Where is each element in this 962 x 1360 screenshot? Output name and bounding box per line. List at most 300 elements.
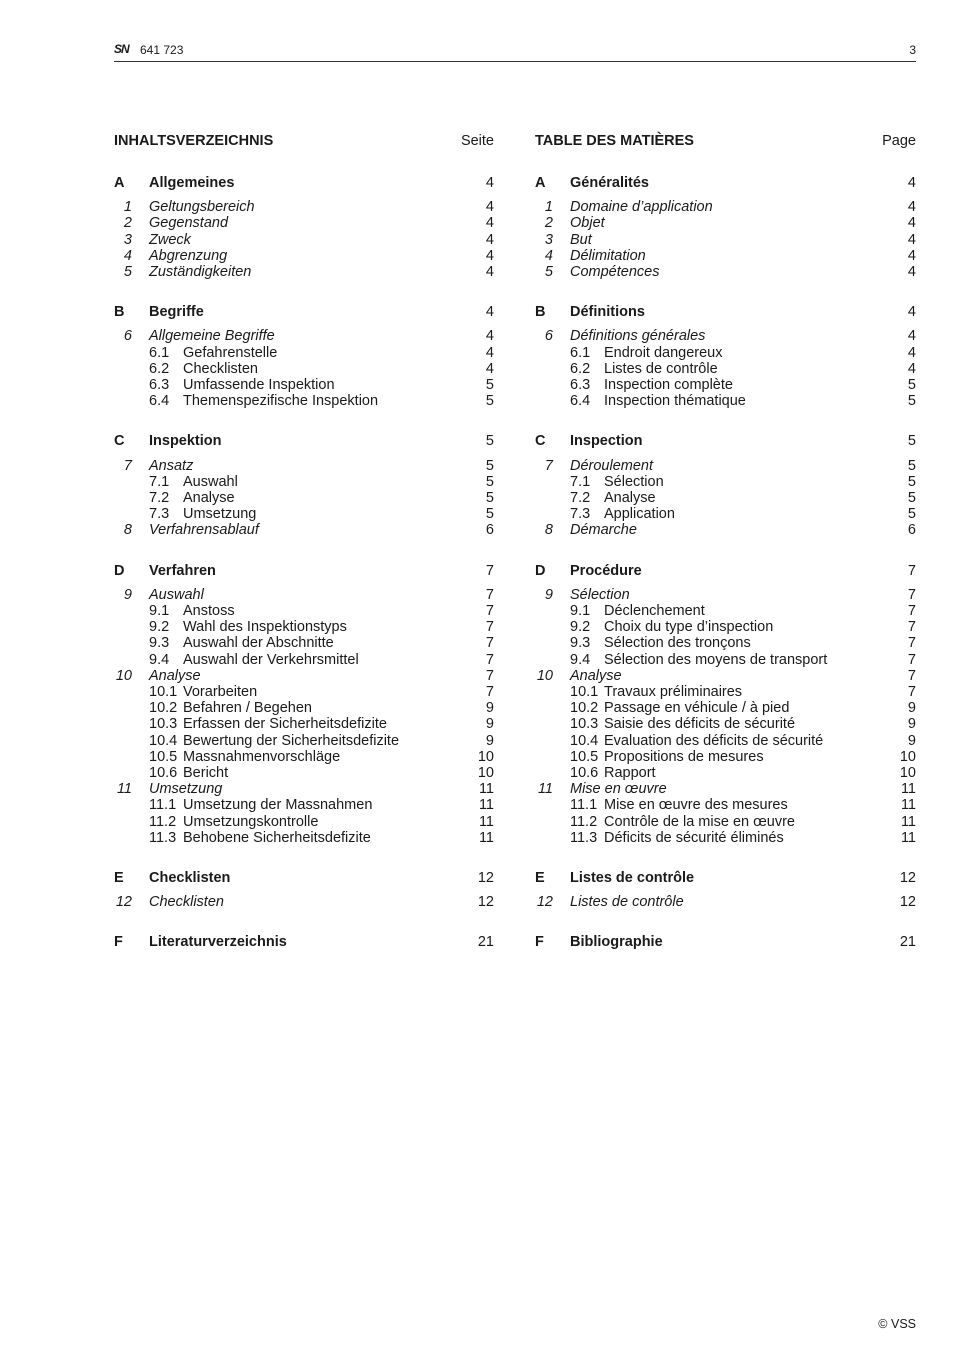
item-title: Délimitation [570, 247, 646, 264]
section-page: 21 [477, 934, 494, 951]
subitem-number: 7.1 [149, 473, 170, 490]
item-page: 12 [899, 894, 916, 911]
subitem-title: Bewertung der Sicherheitsdefizite [183, 732, 400, 749]
item-title: Compétences [570, 264, 660, 280]
toc-item-row [535, 232, 916, 248]
item-number: 9 [123, 586, 132, 603]
toc-item-row [535, 328, 916, 344]
item-number: 12 [115, 894, 132, 911]
subitem-page: 4 [485, 344, 494, 361]
toc-section-row [114, 870, 494, 886]
toc-section-row [114, 433, 494, 449]
item-page: 7 [907, 667, 916, 684]
subitem-title: Umsetzungskontrolle [183, 813, 319, 830]
item-title: Définitions générales [570, 328, 706, 345]
toc-subitem-row [114, 377, 494, 393]
section-letter: A [535, 175, 546, 191]
item-number: 1 [123, 199, 132, 216]
subitem-page: 9 [907, 716, 916, 733]
section-title: Définitions [570, 304, 645, 321]
item-page: 11 [478, 781, 494, 798]
subitem-title: Vorarbeiten [183, 684, 258, 700]
item-title: Allgemeine Begriffe [149, 328, 275, 345]
toc-section-row [535, 304, 916, 320]
toc-subitem-row [114, 635, 494, 651]
item-page: 4 [485, 247, 494, 264]
section-title: Inspektion [149, 433, 222, 450]
toc-title: INHALTSVERZEICHNIS [114, 133, 274, 149]
subitem-title: Themenspezifische Inspektion [183, 393, 379, 410]
toc-item-row [535, 215, 916, 231]
subitem-number: 9.4 [570, 651, 591, 668]
subitem-title: Rapport [604, 765, 656, 781]
item-page: 7 [485, 586, 494, 603]
subitem-page: 7 [907, 684, 916, 700]
subitem-page: 5 [907, 377, 916, 393]
section-page: 21 [899, 934, 916, 951]
subitem-title: Evaluation des déficits de sécurité [604, 732, 824, 749]
toc-subitem-row [114, 506, 494, 522]
subitem-page: 4 [907, 360, 916, 377]
subitem-title: Inspection thématique [604, 393, 746, 410]
subitem-title: Umsetzung [183, 506, 257, 523]
subitem-number: 10.3 [149, 716, 178, 733]
toc-section-row [114, 563, 494, 579]
subitem-page: 4 [907, 344, 916, 361]
toc-item-row [114, 215, 494, 231]
section-title: Procédure [570, 562, 642, 579]
section-title: Literaturverzeichnis [149, 934, 287, 951]
subitem-page: 10 [477, 748, 494, 765]
item-number: 7 [544, 457, 553, 474]
toc-item-row [535, 894, 916, 910]
item-number: 12 [536, 894, 553, 911]
item-title: Démarche [570, 522, 637, 539]
subitem-number: 9.3 [570, 635, 591, 652]
subitem-number: 7.2 [149, 490, 170, 506]
subitem-title: Inspection complète [604, 377, 733, 393]
subitem-page: 7 [485, 651, 494, 668]
item-title: Verfahrensablauf [149, 522, 259, 539]
section-page: 5 [907, 433, 916, 450]
subitem-page: 4 [485, 360, 494, 377]
subitem-title: Gefahrenstelle [183, 344, 278, 361]
subitem-page: 7 [485, 619, 494, 636]
item-title: But [570, 231, 592, 248]
toc-title: TABLE DES MATIÈRES [535, 133, 694, 149]
item-page: 4 [485, 264, 494, 280]
subitem-page: 10 [477, 765, 494, 781]
item-page: 4 [907, 247, 916, 264]
item-number: 6 [123, 328, 132, 345]
section-letter: E [535, 870, 545, 886]
subitem-number: 10.1 [149, 684, 178, 700]
subitem-title: Déficits de sécurité éliminés [604, 829, 784, 846]
subitem-number: 6.2 [149, 360, 170, 377]
toc-item-row [535, 668, 916, 684]
subitem-number: 6.1 [570, 344, 591, 361]
toc-subitem-row [535, 345, 916, 361]
item-page: 5 [485, 457, 494, 474]
item-number: 4 [544, 247, 553, 264]
subitem-page: 5 [485, 506, 494, 523]
item-title: Mise en œuvre [570, 781, 667, 798]
item-page: 4 [907, 215, 916, 232]
subitem-page: 5 [485, 377, 494, 393]
subitem-title: Déclenchement [604, 603, 705, 619]
subitem-page: 5 [485, 473, 494, 490]
section-page: 12 [477, 870, 494, 886]
subitem-page: 11 [900, 813, 916, 830]
toc-item-row [114, 522, 494, 538]
item-number: 1 [544, 199, 553, 216]
subitem-title: Erfassen der Sicherheitsdefizite [183, 716, 387, 733]
section-page: 4 [907, 175, 916, 191]
toc-item-row [535, 522, 916, 538]
subitem-number: 6.4 [570, 393, 591, 410]
item-title: Abgrenzung [149, 247, 228, 264]
toc-section-row [535, 870, 916, 886]
section-page: 4 [485, 175, 494, 191]
toc-subitem-row [535, 377, 916, 393]
subitem-title: Checklisten [183, 360, 258, 377]
toc-item-row [114, 458, 494, 474]
subitem-title: Befahren / Begehen [183, 700, 312, 717]
toc-subitem-row [114, 716, 494, 732]
section-page: 12 [899, 870, 916, 886]
subitem-page: 5 [907, 473, 916, 490]
toc-item-row [114, 668, 494, 684]
subitem-number: 11.3 [149, 829, 177, 846]
subitem-title: Propositions de mesures [604, 748, 764, 765]
subitem-page: 9 [907, 700, 916, 717]
subitem-title: Auswahl der Abschnitte [183, 635, 334, 652]
toc-subitem-row [535, 506, 916, 522]
toc-item-row [114, 587, 494, 603]
toc-subitem-row [114, 684, 494, 700]
section-letter: C [535, 433, 546, 450]
subitem-number: 6.1 [149, 344, 170, 361]
item-number: 11 [537, 781, 553, 798]
item-page: 5 [907, 457, 916, 474]
toc-subitem-row [535, 603, 916, 619]
item-title: Umsetzung [149, 781, 223, 798]
toc-section-row [535, 563, 916, 579]
subitem-number: 9.1 [149, 603, 170, 619]
toc-subitem-row [535, 490, 916, 506]
toc-subitem-row [535, 830, 916, 846]
subitem-title: Massnahmenvorschläge [183, 748, 341, 765]
subitem-number: 7.2 [570, 490, 591, 506]
toc-subitem-row [114, 797, 494, 813]
item-title: Analyse [149, 667, 201, 684]
subitem-number: 10.4 [570, 732, 599, 749]
item-title: Sélection [570, 586, 630, 603]
toc-item-row [535, 587, 916, 603]
section-letter: A [114, 175, 125, 191]
item-number: 4 [123, 247, 132, 264]
section-title: Allgemeines [149, 175, 235, 191]
toc-item-row [114, 328, 494, 344]
toc-subitem-row [114, 474, 494, 490]
section-page: 7 [485, 562, 494, 579]
item-number: 5 [123, 264, 132, 280]
toc-subitem-row [114, 490, 494, 506]
subitem-title: Application [604, 506, 675, 523]
item-title: Domaine d’application [570, 199, 713, 216]
toc-section-row [114, 175, 494, 191]
section-title: Généralités [570, 175, 649, 191]
subitem-number: 11.1 [570, 797, 598, 814]
subitem-page: 10 [899, 765, 916, 781]
subitem-page: 5 [907, 490, 916, 506]
toc-item-row [535, 781, 916, 797]
subitem-title: Travaux préliminaires [604, 684, 743, 700]
subitem-title: Umfassende Inspektion [183, 377, 335, 393]
item-page: 4 [485, 231, 494, 248]
section-page: 4 [485, 304, 494, 321]
section-page: 5 [485, 433, 494, 450]
toc-section-row [114, 304, 494, 320]
item-number: 10 [536, 667, 553, 684]
subitem-number: 10.3 [570, 716, 599, 733]
toc-subitem-row [114, 393, 494, 409]
toc-subitem-row [535, 393, 916, 409]
subitem-number: 9.4 [149, 651, 170, 668]
item-page: 4 [907, 264, 916, 280]
subitem-title: Anstoss [183, 603, 235, 619]
subitem-title: Saisie des déficits de sécurité [604, 716, 796, 733]
subitem-title: Endroit dangereux [604, 344, 723, 361]
subitem-page: 11 [478, 813, 494, 830]
toc-subitem-row [114, 345, 494, 361]
subitem-page: 7 [485, 684, 494, 700]
subitem-title: Behobene Sicherheitsdefizite [183, 829, 371, 846]
subitem-title: Sélection [604, 473, 664, 490]
copyright-footer: © VSS [878, 1317, 916, 1331]
toc-subitem-row [535, 716, 916, 732]
item-page: 7 [485, 667, 494, 684]
item-title: Zweck [149, 231, 191, 248]
toc-subitem-row [114, 765, 494, 781]
item-page: 4 [907, 199, 916, 216]
item-title: Déroulement [570, 457, 654, 474]
subitem-number: 10.5 [570, 748, 599, 765]
subitem-page: 11 [900, 797, 916, 814]
item-page: 6 [485, 522, 494, 539]
toc-item-row [535, 199, 916, 215]
toc-subitem-row [114, 814, 494, 830]
subitem-title: Sélection des tronçons [604, 635, 751, 652]
section-title: Verfahren [149, 562, 216, 579]
subitem-title: Mise en œuvre des mesures [604, 797, 788, 814]
item-title: Analyse [570, 667, 622, 684]
item-number: 3 [123, 231, 132, 248]
item-number: 3 [544, 231, 553, 248]
toc-subitem-row [535, 652, 916, 668]
subitem-number: 7.1 [570, 473, 591, 490]
subitem-page: 7 [485, 603, 494, 619]
section-letter: F [114, 934, 123, 951]
subitem-title: Sélection des moyens de transport [604, 651, 828, 668]
subitem-number: 11.2 [570, 813, 598, 830]
subitem-page: 7 [907, 619, 916, 636]
toc-subitem-row [535, 474, 916, 490]
subitem-page: 11 [478, 829, 494, 846]
toc-section-row [535, 934, 916, 950]
toc-column-french [535, 0, 916, 1360]
toc-subitem-row [535, 765, 916, 781]
toc-item-row [114, 781, 494, 797]
section-title: Bibliographie [570, 934, 663, 951]
item-title: Objet [570, 215, 605, 232]
toc-section-row [535, 175, 916, 191]
toc-subitem-row [535, 733, 916, 749]
item-page: 11 [900, 781, 916, 798]
item-title: Gegenstand [149, 215, 229, 232]
toc-section-row [535, 433, 916, 449]
toc-item-row [114, 248, 494, 264]
subitem-page: 5 [907, 506, 916, 523]
subitem-title: Umsetzung der Massnahmen [183, 797, 373, 814]
subitem-page: 7 [907, 603, 916, 619]
toc-item-row [114, 232, 494, 248]
subitem-title: Analyse [604, 490, 656, 506]
section-letter: F [535, 934, 544, 951]
item-number: 8 [123, 522, 132, 539]
page-column-label: Page [882, 133, 916, 149]
subitem-number: 10.1 [570, 684, 599, 700]
item-number: 11 [116, 781, 132, 798]
subitem-title: Passage en véhicule / à pied [604, 700, 790, 717]
item-number: 5 [544, 264, 553, 280]
subitem-page: 9 [485, 700, 494, 717]
toc-subitem-row [114, 700, 494, 716]
subitem-page: 9 [485, 716, 494, 733]
document-number: 641 723 [140, 43, 184, 57]
subitem-page: 10 [899, 748, 916, 765]
item-page: 4 [485, 215, 494, 232]
subitem-page: 9 [907, 732, 916, 749]
subitem-number: 7.3 [149, 506, 170, 523]
item-title: Zuständigkeiten [149, 264, 252, 280]
toc-item-row [114, 264, 494, 280]
toc-title-row [114, 133, 494, 153]
toc-section-row [114, 934, 494, 950]
toc-subitem-row [114, 619, 494, 635]
subitem-number: 10.2 [149, 700, 178, 717]
subitem-number: 6.4 [149, 393, 170, 410]
subitem-number: 7.3 [570, 506, 591, 523]
subitem-number: 9.3 [149, 635, 170, 652]
subitem-number: 10.4 [149, 732, 178, 749]
subitem-page: 11 [478, 797, 494, 814]
toc-item-row [114, 894, 494, 910]
section-letter: E [114, 870, 124, 886]
item-title: Checklisten [149, 894, 224, 911]
toc-subitem-row [114, 652, 494, 668]
section-title: Inspection [570, 433, 643, 450]
toc-item-row [114, 199, 494, 215]
item-title: Geltungsbereich [149, 199, 255, 216]
toc-subitem-row [114, 603, 494, 619]
item-page: 4 [907, 328, 916, 345]
toc-subitem-row [535, 797, 916, 813]
item-title: Auswahl [149, 586, 204, 603]
toc-subitem-row [535, 635, 916, 651]
section-title: Begriffe [149, 304, 204, 321]
subitem-title: Choix du type d’inspection [604, 619, 774, 636]
subitem-page: 7 [907, 651, 916, 668]
section-letter: C [114, 433, 125, 450]
toc-subitem-row [535, 361, 916, 377]
subitem-number: 9.2 [149, 619, 170, 636]
subitem-number: 6.2 [570, 360, 591, 377]
item-number: 8 [544, 522, 553, 539]
subitem-number: 10.2 [570, 700, 599, 717]
subitem-page: 5 [485, 393, 494, 410]
subitem-number: 11.1 [149, 797, 177, 814]
subitem-number: 10.6 [149, 765, 178, 781]
item-number: 2 [544, 215, 553, 232]
item-page: 4 [485, 199, 494, 216]
subitem-title: Bericht [183, 765, 229, 781]
section-title: Listes de contrôle [570, 870, 695, 886]
section-title: Checklisten [149, 870, 231, 886]
toc-column-german [114, 0, 494, 1360]
subitem-title: Auswahl der Verkehrsmittel [183, 651, 359, 668]
item-number: 7 [123, 457, 132, 474]
subitem-page: 9 [485, 732, 494, 749]
item-number: 9 [544, 586, 553, 603]
item-number: 6 [544, 328, 553, 345]
subitem-number: 9.1 [570, 603, 591, 619]
section-letter: D [114, 562, 125, 579]
toc-subitem-row [535, 814, 916, 830]
toc-subitem-row [114, 749, 494, 765]
item-title: Ansatz [149, 457, 194, 474]
item-page: 4 [907, 231, 916, 248]
page-number: 3 [909, 43, 916, 57]
subitem-page: 5 [907, 393, 916, 410]
subitem-title: Auswahl [183, 473, 238, 490]
item-title: Listes de contrôle [570, 894, 684, 911]
toc-item-row [535, 264, 916, 280]
toc-subitem-row [535, 700, 916, 716]
item-number: 10 [115, 667, 132, 684]
toc-subitem-row [114, 830, 494, 846]
item-page: 12 [477, 894, 494, 911]
subitem-number: 6.3 [570, 377, 591, 393]
item-page: 7 [907, 586, 916, 603]
subitem-title: Wahl des Inspektionstyps [183, 619, 347, 636]
subitem-page: 11 [900, 829, 916, 846]
item-number: 2 [123, 215, 132, 232]
section-page: 4 [907, 304, 916, 321]
subitem-page: 5 [485, 490, 494, 506]
toc-subitem-row [535, 619, 916, 635]
subitem-number: 11.3 [570, 829, 598, 846]
toc-title-row [535, 133, 916, 153]
section-page: 7 [907, 562, 916, 579]
subitem-number: 11.2 [149, 813, 177, 830]
toc-item-row [535, 458, 916, 474]
subitem-title: Contrôle de la mise en œuvre [604, 813, 795, 830]
page-column-label: Seite [460, 133, 494, 149]
toc-subitem-row [535, 684, 916, 700]
subitem-number: 9.2 [570, 619, 591, 636]
subitem-page: 7 [485, 635, 494, 652]
